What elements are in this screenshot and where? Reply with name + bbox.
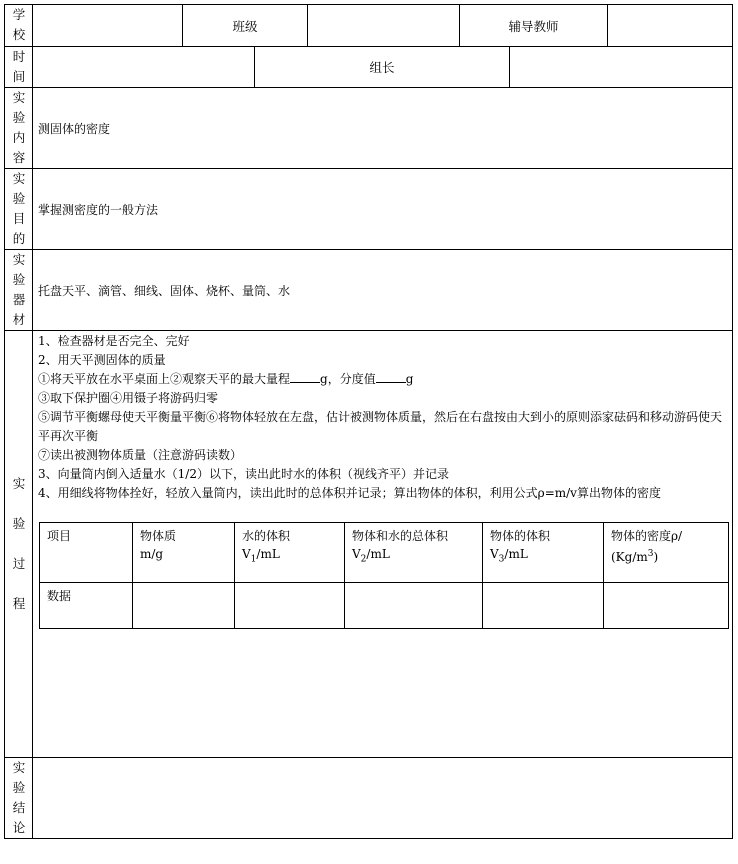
purpose-label: 实 验 目 的: [12, 171, 26, 246]
border-right: [732, 4, 733, 839]
header-item: 项目: [40, 523, 133, 583]
conclusion-value-cell[interactable]: [33, 758, 732, 838]
process-steps: [38, 332, 728, 503]
table-row: [40, 583, 729, 629]
class-value-cell[interactable]: [308, 5, 459, 46]
leader-value-cell[interactable]: [510, 47, 732, 87]
content-label: 实 验 内 容: [12, 90, 26, 165]
step-3: 3、向量筒内倒入适量水（1/2）以下，读出此时水的体积（视线齐平）并记录: [38, 467, 449, 481]
row-divider: [4, 249, 733, 250]
time-label: 时 间: [12, 49, 26, 84]
step-1: 1、检查器材是否完全、完好: [38, 334, 190, 348]
teacher-value-cell[interactable]: [608, 5, 732, 46]
header-mass: 物体质 m/g: [133, 523, 235, 583]
border-bottom: [4, 838, 733, 839]
step-2a: ①将天平放在水平桌面上②观察天平的最大量程 g，分度值 g: [38, 372, 414, 386]
step-2b: ③取下保护圈④用镊子将游码归零: [38, 391, 219, 405]
object-volume-cell[interactable]: [483, 583, 604, 629]
step-4: 4、用细线将物体拴好，轻放入量筒内，读出此时的总体积并记录；算出物体的体积，利用公式ρ=m/v算出物体的密度: [38, 486, 661, 500]
row-divider: [4, 330, 733, 331]
header-object-volume: 物体的体积 $V_3/mL$: [483, 523, 604, 583]
row-divider: [4, 87, 733, 88]
mass-value-cell[interactable]: [133, 583, 235, 629]
header-density: 物体的密度ρ/ $(Kg/m^3)$: [604, 523, 729, 583]
teacher-label: 辅导教师: [508, 18, 559, 34]
data-table: [39, 522, 729, 629]
process-label: 实 验 过 程: [12, 476, 26, 611]
step-2: 2、用天平测固体的质量: [38, 353, 166, 367]
class-label: 班级: [232, 18, 258, 34]
row-divider: [4, 168, 733, 169]
equipment-text: 托盘天平、滴管、细线、固体、烧杯、量筒、水: [38, 284, 291, 298]
conclusion-label: 实 验 结 论: [12, 760, 26, 835]
total-volume-cell[interactable]: [345, 583, 483, 629]
header-total-volume: 物体和水的总体积 $V_2/mL$: [345, 523, 483, 583]
leader-label: 组长: [369, 60, 395, 75]
max-range-blank[interactable]: [290, 371, 320, 383]
step-2d: ⑦读出被测物体质量（注意游码读数）: [38, 448, 243, 462]
school-value-cell[interactable]: [33, 5, 182, 46]
density-value-cell[interactable]: [604, 583, 729, 629]
school-label: 学 校: [12, 7, 26, 42]
time-value-cell[interactable]: [33, 47, 254, 87]
water-volume-cell[interactable]: [235, 583, 345, 629]
table-header-row: [40, 523, 729, 583]
scale-division-blank[interactable]: [376, 371, 406, 383]
row-label-data: 数据: [40, 583, 133, 629]
purpose-text: 掌握测密度的一般方法: [38, 203, 159, 217]
content-text: 测固体的密度: [38, 122, 111, 136]
equipment-label: 实 验 器 材: [12, 252, 26, 327]
step-2c: ⑤调节平衡螺母使天平衡量平衡⑥将物体轻放在左盘，估计被测物体质量，然后在右盘按由大到小的原则添家砝码和移动游码使天平再次平衡: [38, 410, 723, 443]
header-water-volume: 水的体积 $V_1/mL$: [235, 523, 345, 583]
